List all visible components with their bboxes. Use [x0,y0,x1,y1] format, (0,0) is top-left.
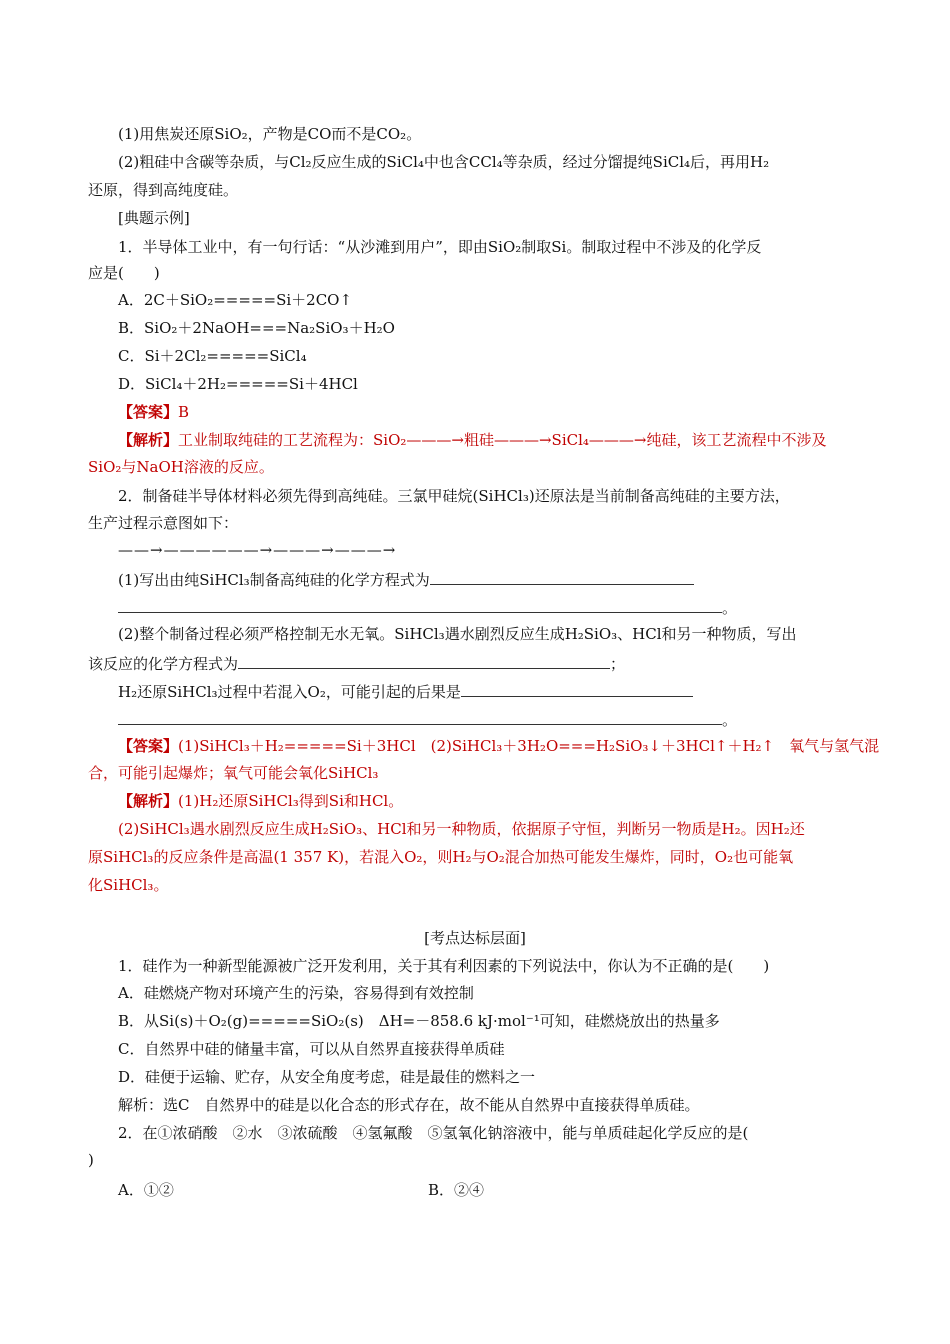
s1-option-d: D．硅便于运输、贮存，从安全角度考虑，硅是最佳的燃料之一 [118,1068,536,1086]
section-header: [考点达标层面] [424,929,526,947]
q2-analysis-line-2: (2)SiHCl₃遇水剧烈反应生成H₂SiO₃、HCl和另一种物质，依据原子守恒，判断另一物质是H₂。因H₂还 [118,820,805,838]
s1-option-c: C．自然界中硅的储量丰富，可以从自然界直接获得单质硅 [118,1040,505,1058]
q1-analysis-line-1 [118,430,878,452]
answer-blank [461,680,693,697]
answer-blank [118,596,722,613]
q2-part3 [118,680,878,702]
s1-stem: 1．硅作为一种新型能源被广泛开发利用，关于其有利因素的下列说法中，你认为不正确的是( ) [118,957,770,975]
analysis-text: 工业制取纯硅的工艺流程为：SiO₂———→粗硅———→SiCl₄———→纯硅，该工艺流程中不涉及 [178,431,827,449]
s1-analysis: 解析：选C 自然界中的硅是以化合态的形式存在，故不能从自然界中直接获得单质硅。 [118,1096,700,1114]
q2-analysis-line-1 [118,791,878,813]
q2-answer-line-2: 合，可能引起爆炸；氧气可能会氧化SiHCl₃ [88,764,379,782]
intro-line-3: 还原，得到高纯度硅。 [88,181,239,199]
q2-part2-line-2 [88,652,878,674]
end-mark: 。 [722,711,738,729]
q2-answer-line-1 [118,736,878,758]
analysis-text: (1)H₂还原SiHCl₃得到Si和HCl。 [178,792,404,810]
answer-blank [430,568,694,585]
answer-blank [118,708,722,725]
end-mark: 。 [722,599,738,617]
q1-option-d: D．SiCl₄＋2H₂=====Si＋4HCl [118,375,358,393]
s2-options [118,1180,878,1202]
q2-part1-cont [118,596,878,618]
q2-flow-diagram: ——→——————→———→———→ [118,541,397,559]
s1-option-b: B．从Si(s)＋O₂(g)=====SiO₂(s) ΔH=－858.6 kJ·mol⁻¹可知，硅燃烧放出的热量多 [118,1012,720,1030]
intro-line-1: (1)用焦炭还原SiO₂，产物是CO而不是CO₂。 [118,125,422,143]
q2-analysis-line-3: 原SiHCl₃的反应条件是高温(1 357 K)，若混入O₂，则H₂与O₂混合加热可能发生爆炸，同时，O₂也可能氧 [88,848,794,866]
answer-tag: 【答案】 [118,403,179,421]
s2-option-a: A．①② [118,1181,174,1199]
s1-option-a: A．硅燃烧产物对环境产生的污染，容易得到有效控制 [118,984,474,1002]
analysis-tag: 【解析】 [118,792,179,810]
s2-stem-line-1: 2．在①浓硝酸 ②水 ③浓硫酸 ④氢氟酸 ⑤氢氧化钠溶液中，能与单质硅起化学反应的是( [118,1124,749,1142]
q2-part1-text: (1)写出由纯SiHCl₃制备高纯硅的化学方程式为 [118,571,430,589]
semicolon: ； [610,655,626,673]
s2-option-b: B．②④ [428,1181,485,1199]
q2-part3-text: H₂还原SiHCl₃过程中若混入O₂，可能引起的后果是 [118,683,461,701]
q1-stem-line-2: 应是( ) [88,264,160,282]
s2-stem-line-2: ) [88,1151,94,1169]
answer-blank [238,652,610,669]
q1-analysis-line-2: SiO₂与NaOH溶液的反应。 [88,458,274,476]
answer-value: B [178,403,190,421]
intro-line-2: (2)粗硅中含碳等杂质，与Cl₂反应生成的SiCl₄中也含CCl₄等杂质，经过分馏提纯SiCl₄后，再用H₂ [118,153,770,171]
q1-option-a: A．2C＋SiO₂=====Si＋2CO↑ [118,291,353,309]
q2-part3-cont [118,708,878,730]
q1-answer [118,402,878,424]
q2-stem-line-2: 生产过程示意图如下： [88,514,239,532]
q2-part1 [118,568,878,590]
q2-stem-line-1: 2．制备硅半导体材料必须先得到高纯硅。三氯甲硅烷(SiHCl₃)还原法是当前制备高纯硅的主要方法， [118,487,790,505]
example-header: [典题示例] [118,209,190,227]
q1-option-c: C．Si＋2Cl₂=====SiCl₄ [118,347,307,365]
analysis-tag: 【解析】 [118,431,179,449]
q2-analysis-line-4: 化SiHCl₃。 [88,876,169,894]
q2-part2-text: 该反应的化学方程式为 [88,655,239,673]
q1-option-b: B．SiO₂＋2NaOH===Na₂SiO₃＋H₂O [118,319,395,337]
q2-part2-line-1: (2)整个制备过程必须严格控制无水无氧。SiHCl₃遇水剧烈反应生成H₂SiO₃、HCl和另一种物质，写出 [118,625,797,643]
answer-tag: 【答案】 [118,737,179,755]
answer-text: (1)SiHCl₃＋H₂=====Si＋3HCl (2)SiHCl₃＋3H₂O===H₂SiO₃↓＋3HCl↑＋H₂↑ 氧气与氢气混 [178,737,880,755]
q1-stem-line-1: 1．半导体工业中，有一句行话：“从沙滩到用户”，即由SiO₂制取Si。制取过程中不涉及的化学反 [118,238,762,256]
